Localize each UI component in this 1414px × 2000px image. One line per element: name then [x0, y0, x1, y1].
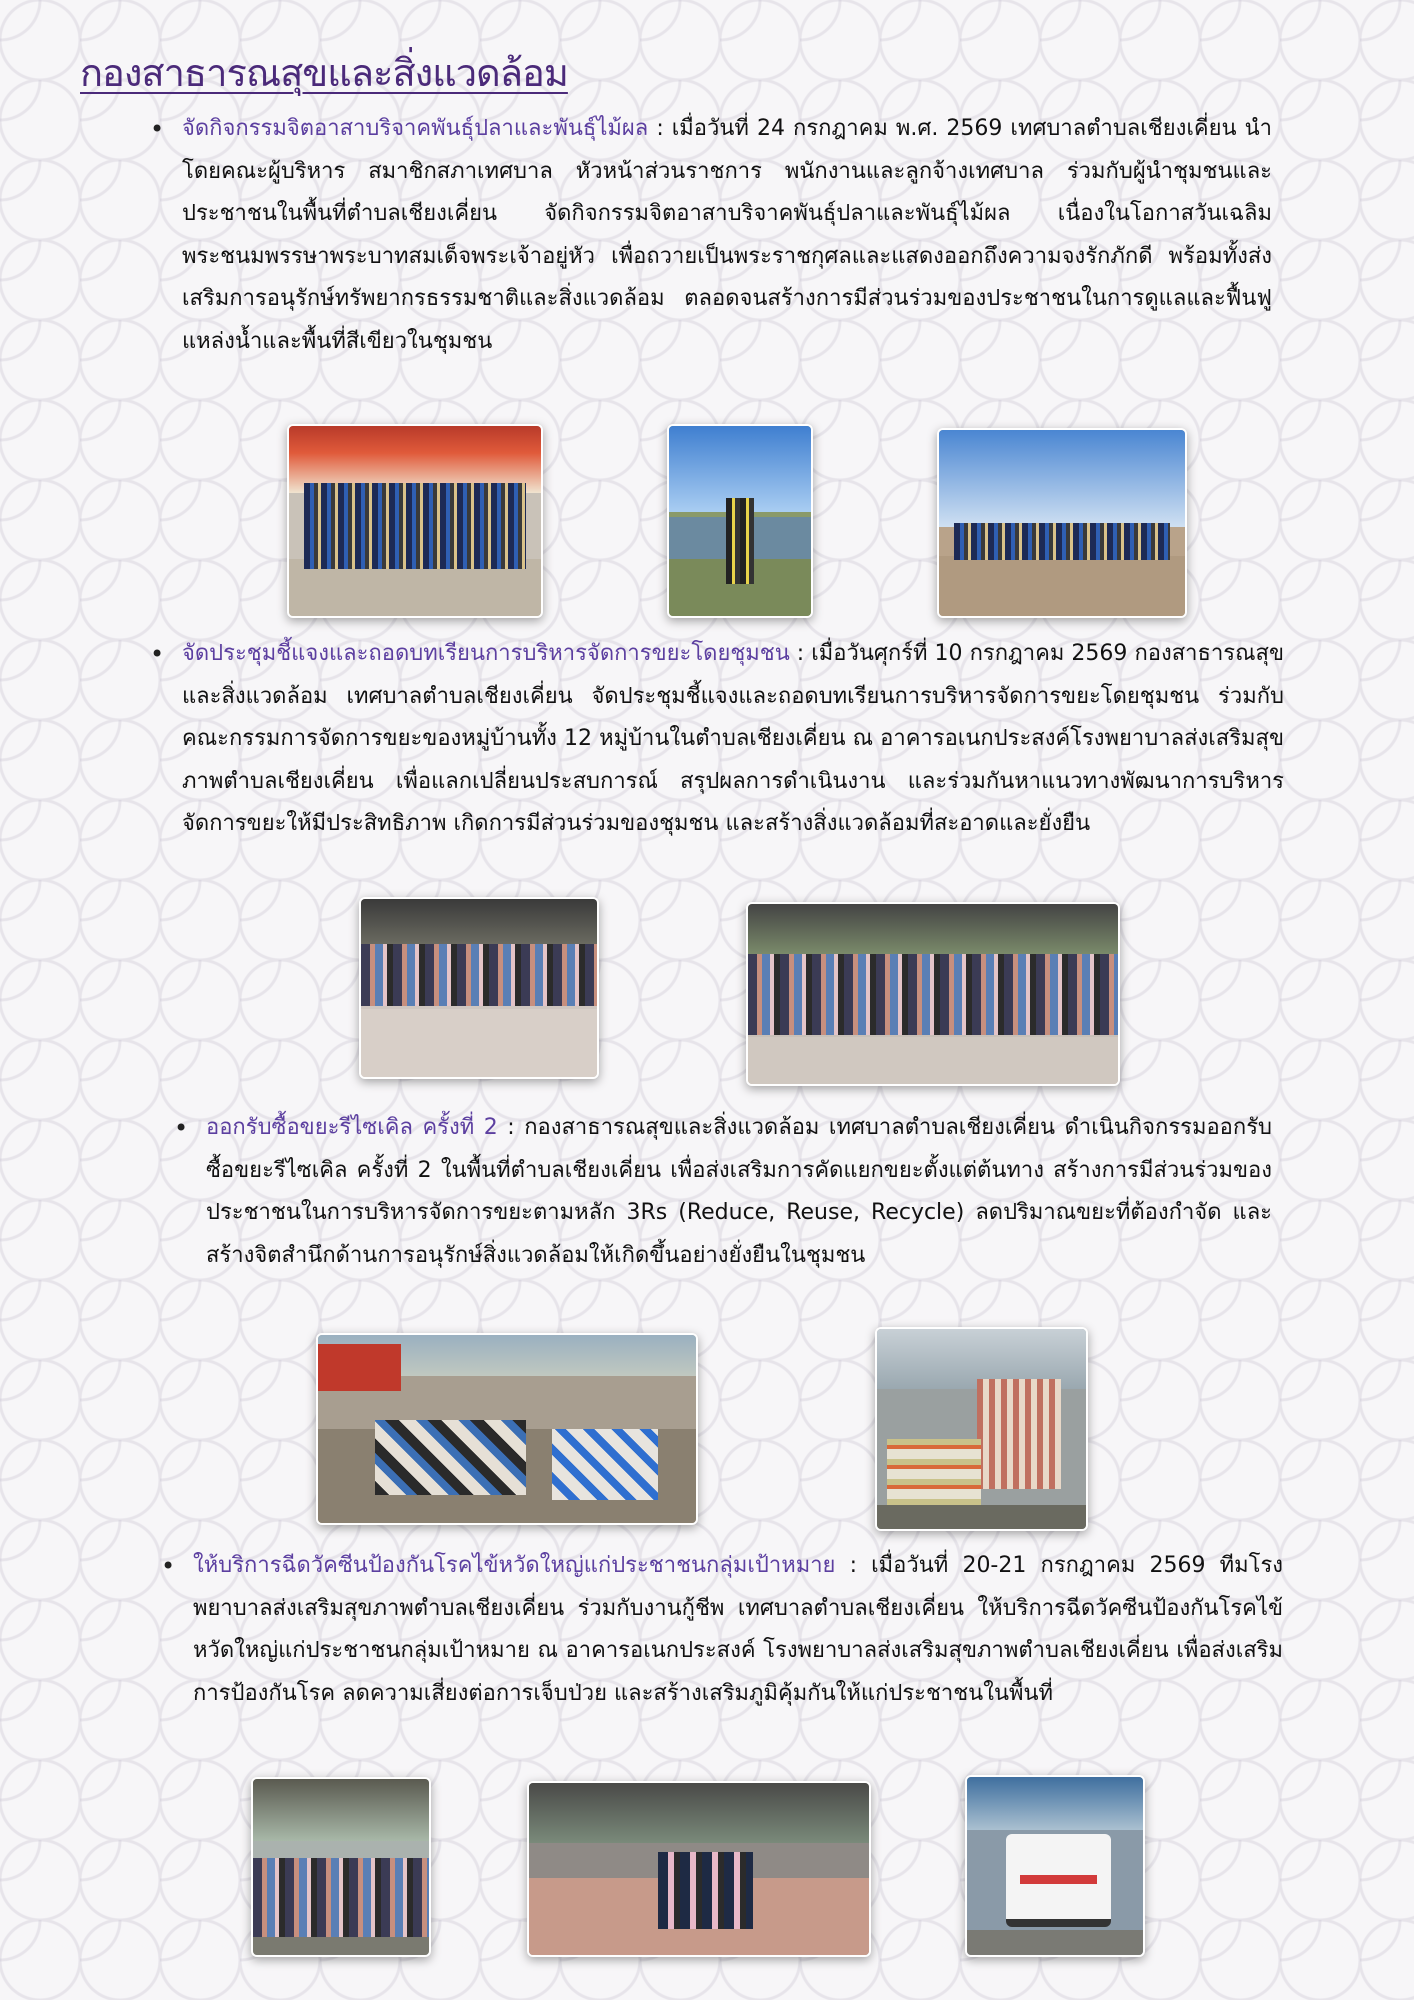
- section-fish-donation: [182, 108, 1272, 363]
- photo-group-field: [937, 428, 1187, 618]
- section-text: [206, 1107, 1272, 1277]
- photo-meeting-hall-1: [359, 897, 599, 1079]
- photo-vaccine-station: [527, 1781, 871, 1957]
- section-waste-meeting: [182, 633, 1284, 846]
- section-recycle-buying: [206, 1107, 1272, 1277]
- section-body: : เมื่อวันศุกร์ที่ 10 กรกฎาคม 2569 กองสาธารณสุขและสิ่งแวดล้อม เทศบาลตำบลเชียงเคี่ยน จัดประชุมชี้แจงและถอดบทเรียนการบริหารจัดการขยะโดยชุมชน ร่วมกับคณะกรรมการจัดการขยะของหมู่บ้านทั้ง 12 หมู่บ้านในตำบลเชียงเคี่ยน ณ อาคารอเนกประสงค์โรงพยาบาลส่งเสริมสุขภาพตำบลเชียงเคี่ยน เพื่อแลกเปลี่ยนประสบการณ์ สรุปผลการดำเนินงาน และร่วมกันหาแนวทางพัฒนาการบริหารจัดการขยะให้มีประสิทธิภาพ เกิดการมีส่วนร่วมของชุมชน และสร้างสิ่งแวดล้อมที่สะอาดและยั่งยืน: [182, 641, 1284, 836]
- section-heading: จัดประชุมชี้แจงและถอดบทเรียนการบริหารจัดการขยะโดยชุมชน: [182, 641, 790, 666]
- section-body: : กองสาธารณสุขและสิ่งแวดล้อม เทศบาลตำบลเชียงเคี่ยน ดำเนินกิจกรรมออกรับซื้อขยะรีไซเคิล ครั้งที่ 2 ในพื้นที่ตำบลเชียงเคี่ยน เพื่อส่งเสริมการคัดแยกขยะตั้งแต่ต้นทาง สร้างการมีส่วนร่วมของประชาชนในการบริหารจัดการขยะตามหลัก 3Rs (Reduce, Reuse, Recycle) ลดปริมาณขยะที่ต้องกำจัด และสร้างจิตสำนึกด้านการอนุรักษ์สิ่งแวดล้อมให้เกิดขึ้นอย่างยั่งยืนในชุมชน: [206, 1115, 1272, 1268]
- photo-meeting-hall-2: [746, 902, 1120, 1086]
- photo-recycle-collection-1: [316, 1333, 698, 1525]
- section-heading: ออกรับซื้อขยะรีไซเคิล ครั้งที่ 2: [206, 1115, 498, 1140]
- section-text: [182, 108, 1272, 363]
- photo-recycle-collection-2: [875, 1327, 1088, 1531]
- photo-ceremony-speech: [287, 424, 543, 618]
- section-body: : เมื่อวันที่ 24 กรกฎาคม พ.ศ. 2569 เทศบาลตำบลเชียงเคี่ยน นำโดยคณะผู้บริหาร สมาชิกสภาเทศบาล หัวหน้าส่วนราชการ พนักงานและลูกจ้างเทศบาล ร่วมกับผู้นำชุมชนและประชาชนในพื้นที่ตำบลเชียงเคี่ยน จัดกิจกรรมจิตอาสาบริจาคพันธุ์ปลาและพันธุ์ไม้ผล เนื่องในโอกาสวันเฉลิมพระชนมพรรษาพระบาทสมเด็จพระเจ้าอยู่หัว เพื่อถวายเป็นพระราชกุศลและแสดงออกถึงความจงรักภักดี พร้อมทั้งส่งเสริมการอนุรักษ์ทรัพยากรธรรมชาติและสิ่งแวดล้อม ตลอดจนสร้างการมีส่วนร่วมของประชาชนในการดูแลและฟื้นฟูแหล่งน้ำและพื้นที่สีเขียวในชุมชน: [182, 116, 1272, 354]
- section-text: [182, 633, 1284, 846]
- section-text: [193, 1545, 1283, 1715]
- photo-ambulance: [965, 1775, 1145, 1957]
- photo-vaccine-crowd: [251, 1777, 431, 1957]
- section-flu-vaccine: [193, 1545, 1283, 1715]
- section-body: : เมื่อวันที่ 20-21 กรกฎาคม 2569 ทีมโรงพยาบาลส่งเสริมสุขภาพตำบลเชียงเคี่ยน ร่วมกับงานกู้ชีพ เทศบาลตำบลเชียงเคี่ยน ให้บริการฉีดวัคซีนป้องกันโรคไข้หวัดใหญ่แก่ประชาชนกลุ่มเป้าหมาย ณ อาคารอเนกประสงค์ โรงพยาบาลส่งเสริมสุขภาพตำบลเชียงเคี่ยน เพื่อส่งเสริมการป้องกันโรค ลดความเสี่ยงต่อการเจ็บป่วย และสร้างเสริมภูมิคุ้มกันให้แก่ประชาชนในพื้นที่: [193, 1553, 1283, 1706]
- section-heading: จัดกิจกรรมจิตอาสาบริจาคพันธุ์ปลาและพันธุ์ไม้ผล: [182, 116, 649, 141]
- photo-pond-release: [667, 424, 813, 618]
- section-heading: ให้บริการฉีดวัคซีนป้องกันโรคไข้หวัดใหญ่แก่ประชาชนกลุ่มเป้าหมาย: [193, 1553, 836, 1578]
- page-title: กองสาธารณสุขและสิ่งแวดล้อม: [80, 51, 568, 95]
